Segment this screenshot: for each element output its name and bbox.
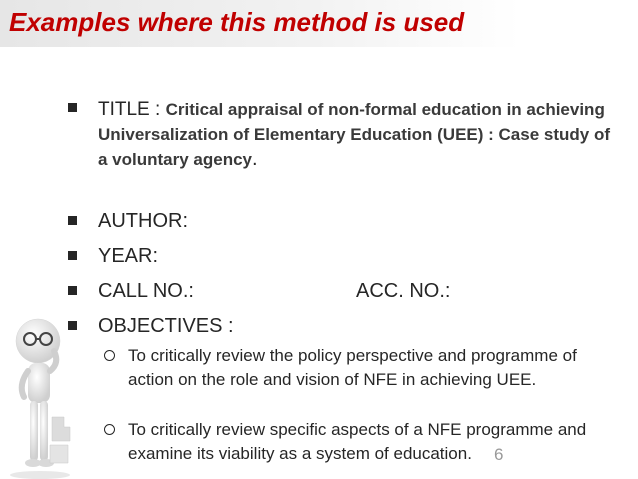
objective-item-1 (128, 344, 598, 392)
circle-bullet-icon (104, 350, 115, 361)
square-bullet-icon (68, 103, 77, 112)
bullet-author (98, 210, 188, 233)
bullet-title (98, 97, 618, 172)
objective-text-2: To critically review specific aspects of a NFE programme and examine its viability as a system of education. (128, 420, 587, 463)
call-no-label: CALL NO.: (98, 280, 194, 302)
circle-bullet-icon (104, 424, 115, 435)
title-end: . (252, 148, 258, 170)
year-label: YEAR: (98, 245, 159, 267)
square-bullet-icon (68, 251, 77, 260)
objective-item-2 (128, 418, 623, 466)
objectives-label: OBJECTIVES : (98, 315, 234, 337)
title-label: TITLE : (98, 99, 166, 120)
bullet-year (98, 245, 158, 268)
acc-no-label: ACC. NO.: (356, 280, 451, 302)
bullet-objectives (98, 315, 234, 338)
square-bullet-icon (68, 216, 77, 225)
square-bullet-icon (68, 286, 77, 295)
page-number: 6 (494, 445, 504, 464)
objective-text-1: To critically review the policy perspective and programme of action on the role and vision of NFE in achieving UEE. (128, 346, 577, 389)
author-label: AUTHOR: (98, 210, 188, 232)
slide-title: Examples where this method is used (9, 7, 465, 37)
thinking-figure-illustration (0, 305, 80, 479)
bullet-call-no (98, 280, 578, 303)
thesis-title: Critical appraisal of non-formal education in achieving Universalization of Elementary Education (UEE) : Case study of a voluntary agency (98, 100, 610, 169)
